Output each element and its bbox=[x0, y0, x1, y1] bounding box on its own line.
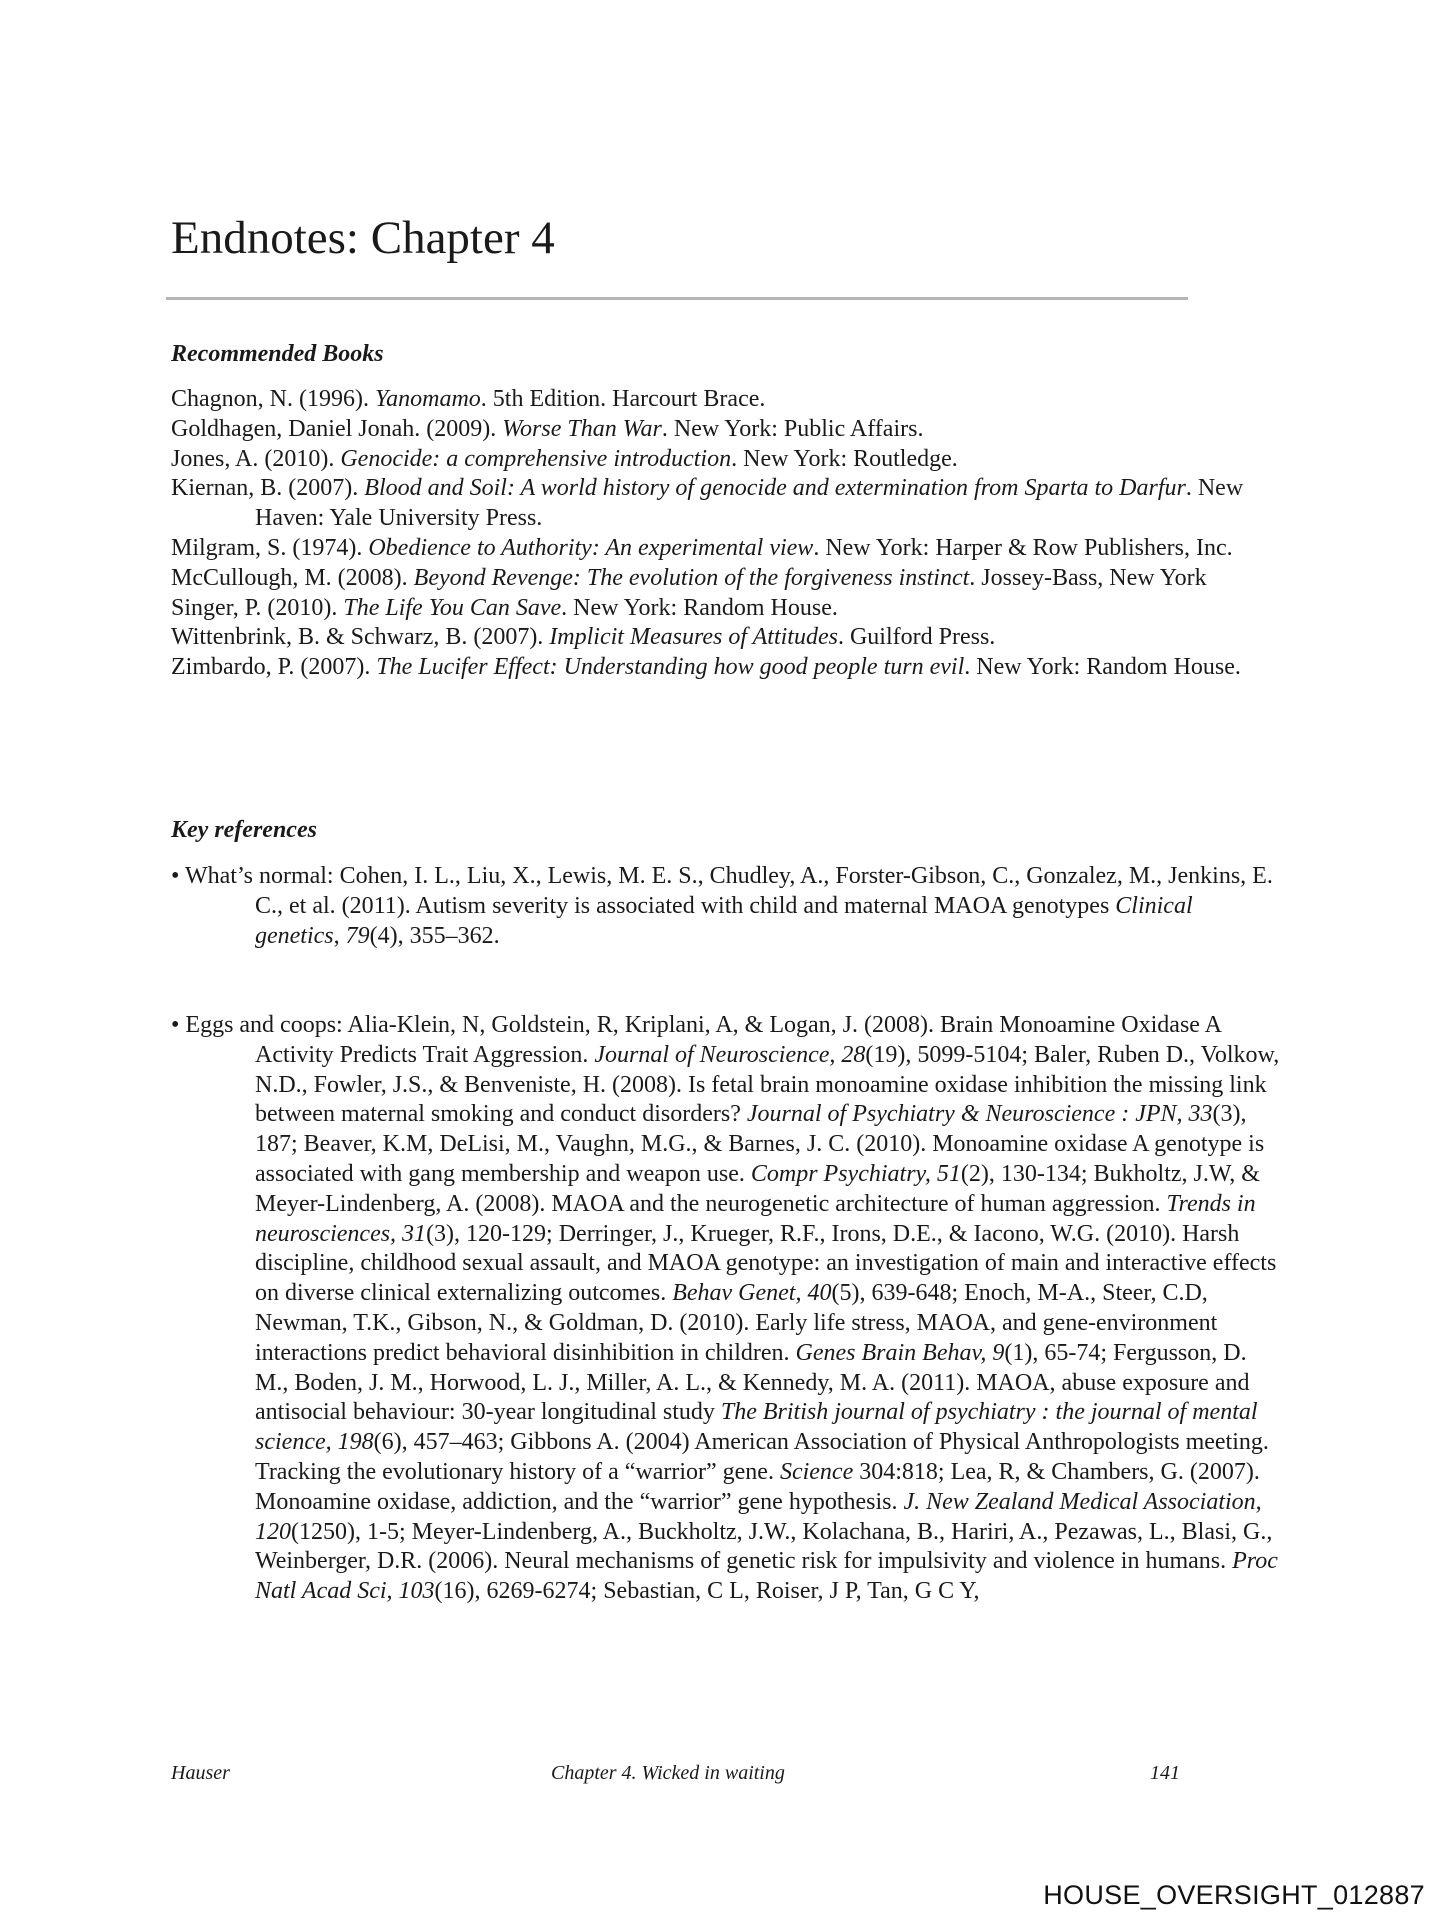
list-item: Chagnon, N. (1996). Yanomamo. 5th Edition. Harcourt Brace. bbox=[171, 386, 766, 412]
list-item: Jones, A. (2010). Genocide: a comprehensive introduction. New York: Routledge. bbox=[171, 445, 958, 472]
footer-author: Hauser bbox=[171, 1762, 230, 1784]
page-title: Endnotes: Chapter 4 bbox=[171, 212, 555, 264]
list-item: Goldhagen, Daniel Jonah. (2009). Worse Than War. New York: Public Affairs. bbox=[171, 415, 924, 442]
key-references-heading: Key references bbox=[171, 817, 317, 843]
recommended-books-heading: Recommended Books bbox=[171, 341, 384, 367]
bates-number: HOUSE_OVERSIGHT_012887 bbox=[1043, 1880, 1425, 1910]
bullet: • bbox=[171, 863, 180, 889]
list-item: • Eggs and coops: Alia-Klein, N, Goldstein, R, Kriplani, A, & Logan, J. (2008). Brain Monoamine Oxidase A Activity Predicts Trait Aggression. Journal of Neuroscience, 28(19), 5099-5104; Baler, Ruben D., Volkow, N.D., Fowler, J.S., & Benveniste, H. (2008). Is fetal brain monoamine oxidase inhibition the missing link between maternal smoking and conduct disorders? Journal of Psychiatry & Neuroscience : JPN, 33(3), 187; Beaver, K.M, DeLisi, M., Vaughn, M.G., & Barnes, J. C. (2010). Monoamine oxidase A genotype is associated with gang membership and weapon use. Compr Psychiatry, 51(2), 130-134; Bukholtz, J.W, & Meyer-Lindenberg, A. (2008). MAOA and the neurogenetic architecture of human aggression. Trends in neurosciences, 31(3), 120-129; Derringer, J., Krueger, R.F., Irons, D.E., & Iacono, W.G. (2010). Harsh discipline, childhood sexual assault, and MAOA genotype: an investigation of main and interactive effects on diverse clinical externalizing outcomes. Behav Genet, 40(5), 639-648; Enoch, M-A., Steer, C.D, Newman, T.K., Gibson, N., & Goldman, D. (2010). Early life stress, MAOA, and gene-environment interactions predict behavioral disinhibition in children. Genes Brain Behav, 9(1), 65-74; Fergusson, D. M., Boden, J. M., Horwood, L. J., Miller, A. L., & Kennedy, M. A. (2011). MAOA, abuse exposure and antisocial behaviour: 30-year longitudinal study The British journal of psychiatry : the journal of mental science, 198(6), 457–463; Gibbons A. (2004) American Association of Physical Anthropologists meeting. Tracking the evolutionary history of a “warrior” gene. Science 304:818; Lea, R, & Chambers, G. (2007). Monoamine oxidase, addiction, and the “warrior” gene hypothesis. J. New Zealand Medical Association, 120(1250), 1-5; Meyer-Lindenberg, A., Buckholtz, J.W., Kolachana, B., Hariri, A., Pezawas, L., Blasi, G., Weinberger, D.R. (2006). Neural mechanisms of genetic risk for impulsivity and violence in humans. Proc Natl Acad Sci, 103(16), 6269-6274; Sebastian, C L, Roiser, J P, Tan, G C Y, bbox=[171, 1012, 1280, 1605]
list-item: • What’s normal: Cohen, I. L., Liu, X., Lewis, M. E. S., Chudley, A., Forster-Gibson, C., Gonzalez, M., Jenkins, E. C., et al. (2011). Autism severity is associated with child and maternal MAOA genotypes Clinical genetics, 79(4), 355–362. bbox=[171, 863, 1273, 949]
title-divider bbox=[166, 297, 1188, 300]
list-item: Singer, P. (2010). The Life You Can Save. New York: Random House. bbox=[171, 594, 838, 621]
footer-chapter: Chapter 4. Wicked in waiting bbox=[551, 1762, 785, 1784]
footer-page-number: 141 bbox=[1150, 1762, 1180, 1784]
list-item: McCullough, M. (2008). Beyond Revenge: The evolution of the forgiveness instinct. Jossey-Bass, New York bbox=[171, 564, 1207, 591]
list-item: Kiernan, B. (2007). Blood and Soil: A world history of genocide and extermination from Sparta to Darfur. New Haven: Yale University Press. bbox=[171, 475, 1244, 532]
list-item: Milgram, S. (1974). Obedience to Authority: An experimental view. New York: Harper & Row Publishers, Inc. bbox=[171, 534, 1233, 561]
bullet: • bbox=[171, 1012, 180, 1038]
key-references-eggs bbox=[171, 1011, 1281, 1607]
list-item: Zimbardo, P. (2007). The Lucifer Effect: Understanding how good people turn evil. New York: Random House. bbox=[171, 654, 1241, 681]
recommended-books-list bbox=[171, 385, 1281, 683]
list-item: Wittenbrink, B. & Schwarz, B. (2007). Implicit Measures of Attitudes. Guilford Press. bbox=[171, 624, 996, 651]
key-references-normal bbox=[171, 862, 1281, 951]
